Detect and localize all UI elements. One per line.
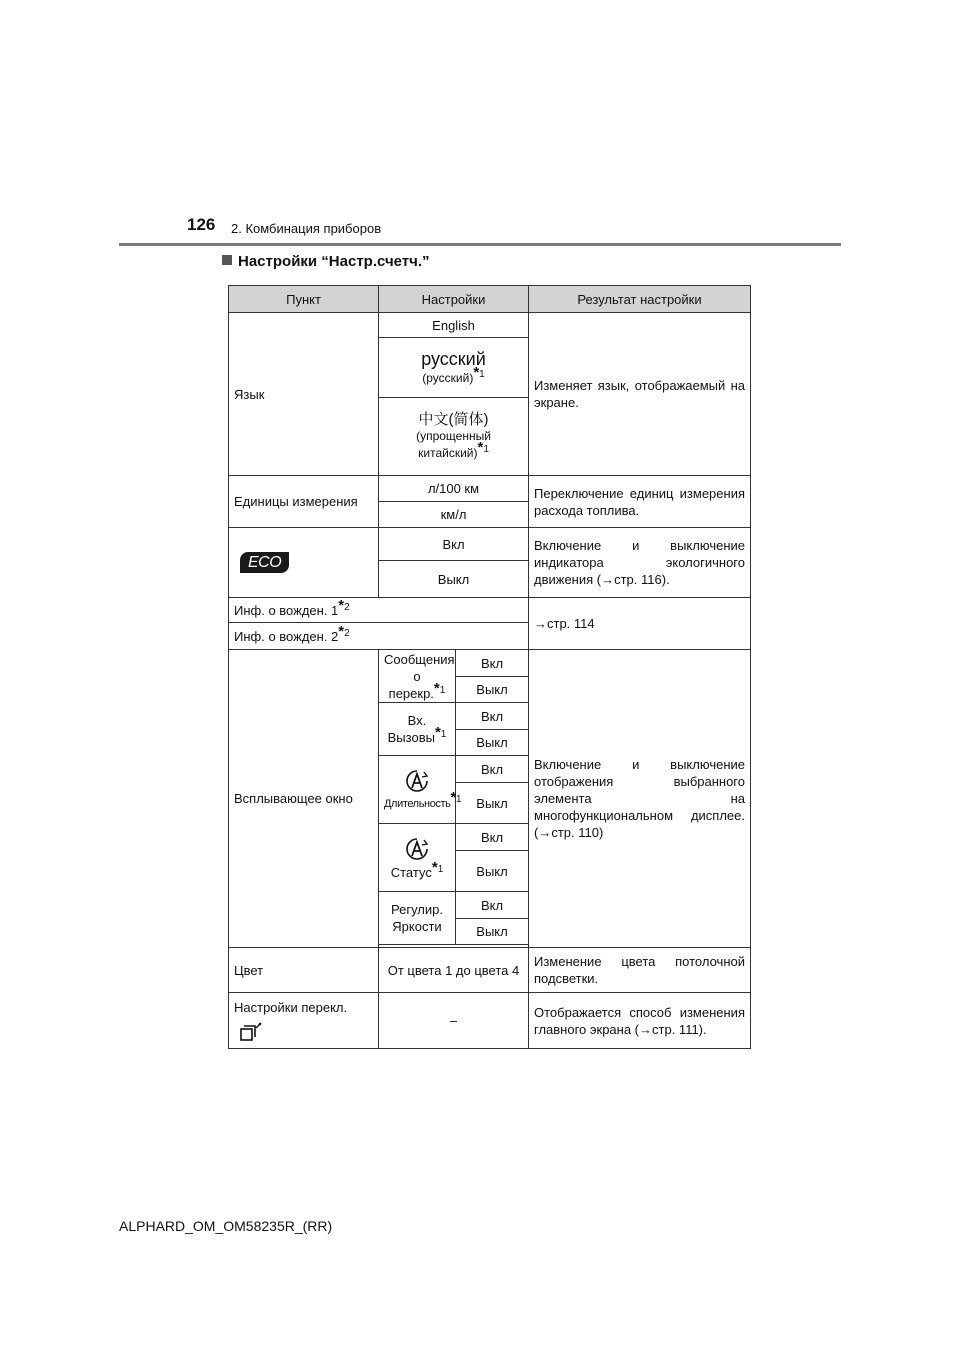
square-bullet-icon [222, 255, 232, 265]
cell-eco-on: Вкл [379, 528, 529, 561]
cell-popup-sub5-on: Вкл [456, 892, 529, 919]
cell-popup-sub1-on: Вкл [456, 650, 529, 677]
cell-popup-sub2-on: Вкл [456, 703, 529, 730]
cell-popup-sub3-off: Выкл [456, 783, 529, 824]
table-row [229, 476, 751, 502]
popup-sub1-line2 [384, 668, 450, 702]
popup-sub5-line1: Регулир. [391, 902, 443, 917]
table-row [229, 598, 751, 623]
switch-item-label: Настройки перекл. [234, 1000, 348, 1015]
footnote-number: 1 [440, 729, 447, 740]
footnote-number: 2 [344, 627, 350, 639]
cell-popup-sub4-on: Вкл [456, 824, 529, 851]
cell-language-russian [379, 338, 529, 398]
star-mark: * [434, 724, 441, 741]
cell-driveinfo-result: →стр. 114 [529, 598, 751, 650]
star-mark: * [473, 364, 480, 381]
eco-icon: ECO [240, 552, 289, 573]
table-row [229, 528, 751, 561]
star-mark: * [433, 679, 440, 697]
cell-switch-setting: – [379, 993, 529, 1049]
cell-color-result: Изменение цвета потолочной подсветки. [529, 948, 751, 993]
cell-language-item: Язык [229, 313, 379, 476]
star-mark: * [450, 789, 456, 806]
footnote-number: 1 [437, 864, 444, 875]
table-row [229, 948, 751, 993]
popup-sub4-line [384, 859, 450, 881]
header-divider [119, 243, 841, 246]
footnote-mark [450, 789, 462, 806]
popup-sub2-line2 [384, 724, 450, 746]
cell-switch-item [229, 993, 379, 1049]
popup-sub5-line2: Яркости [392, 919, 442, 934]
footnote-number: 1 [483, 444, 489, 455]
driveinfo2-label: Инф. о вожден. 2 [234, 628, 339, 644]
cell-popup-sub4 [379, 824, 456, 892]
footnote-mark [433, 679, 446, 697]
chapter-title: 2. Комбинация приборов [231, 221, 382, 236]
footnote-number: 1 [455, 794, 462, 805]
cell-color-item: Цвет [229, 948, 379, 993]
cell-language-chinese [379, 398, 529, 476]
cell-units-item: Единицы измерения [229, 476, 379, 528]
table-row [229, 313, 751, 338]
cell-popup-sub5-off: Выкл [456, 919, 529, 945]
cell-popup-sub2-off: Выкл [456, 730, 529, 756]
header-item: Пункт [229, 286, 379, 313]
russian-sublabel-text: (русский) [422, 371, 474, 385]
cell-language-result: Изменяет язык, отображаемый на экране. [529, 313, 751, 476]
cell-units-result: Переключение единиц измерения расхода топлива. [529, 476, 751, 528]
cell-popup-sub2 [379, 703, 456, 756]
footnote-mark [338, 596, 350, 614]
settings-table [228, 285, 751, 1049]
cell-popup-sub5 [379, 892, 456, 945]
footnote-number: 1 [479, 369, 485, 380]
chinese-sublabel-text: китайский) [418, 446, 478, 460]
footnote-mark [434, 724, 447, 741]
cell-popup-sub1-off: Выкл [456, 677, 529, 703]
cell-driveinfo1 [229, 598, 529, 623]
footnote-mark [431, 859, 444, 876]
table-row [229, 993, 751, 1049]
cell-popup-sub3-on: Вкл [456, 756, 529, 783]
russian-sublabel [384, 364, 523, 387]
chinese-label: 中文(简体) [418, 411, 489, 428]
cell-units-opt2: км/л [379, 502, 529, 528]
cell-color-setting: От цвета 1 до цвета 4 [379, 948, 529, 993]
header-result: Результат настройки [529, 286, 751, 313]
cell-popup-item: Всплывающее окно [229, 650, 379, 948]
cell-popup-result: Включение и выключение отображения выбранного элемента на многофункциональном дисплее. (→стр. 110) [529, 650, 751, 948]
footnote-number: 2 [344, 601, 350, 613]
footnote-mark [477, 439, 489, 456]
cell-popup-sub4-off: Выкл [456, 851, 529, 892]
cell-units-opt1: л/100 км [379, 476, 529, 502]
document-code: ALPHARD_OM_OM58235R_(RR) [119, 1218, 333, 1234]
section-title [222, 253, 430, 270]
star-mark: * [431, 859, 438, 876]
footnote-mark [338, 622, 350, 640]
cell-language-english: English [379, 313, 529, 338]
star-mark: * [338, 622, 345, 640]
popup-sub1-line1: Сообщения [384, 651, 455, 667]
cell-switch-result: Отображается способ изменения главного экрана (→стр. 111). [529, 993, 751, 1049]
popup-sub2-line2-text: Вызовы [387, 730, 435, 745]
table-row [229, 650, 751, 677]
table-header-row [229, 286, 751, 313]
driveinfo1-label: Инф. о вожден. 1 [234, 602, 339, 618]
cell-popup-sub1 [379, 650, 456, 703]
chinese-sublabel-line2 [384, 439, 523, 462]
cell-eco-item [229, 528, 379, 598]
cell-popup-sub3 [379, 756, 462, 824]
cell-driveinfo2 [229, 623, 529, 650]
page-number: 126 [187, 215, 216, 234]
auto-switch-icon [404, 836, 430, 864]
auto-switch-icon [404, 768, 430, 796]
popup-sub3-text: Длительность [384, 798, 451, 810]
star-mark: * [338, 596, 345, 614]
popup-sub4-text: Статус [390, 865, 432, 880]
russian-label: русский [421, 349, 486, 369]
header-settings: Настройки [379, 286, 529, 313]
chinese-sublabel-line1: (упрощенный [416, 429, 491, 443]
star-mark: * [477, 439, 484, 456]
section-title-text: Настройки “Настр.счетч.” [238, 253, 430, 270]
popup-sub2-line1: Вх. [407, 713, 427, 728]
footnote-number: 1 [439, 684, 446, 696]
screen-switch-icon [240, 1022, 262, 1044]
popup-sub3-line [384, 789, 462, 813]
cell-eco-off: Выкл [379, 561, 529, 598]
footnote-mark [473, 364, 485, 381]
cell-eco-result: Включение и выключение индикатора экологичного движения (→стр. 116). [529, 528, 751, 598]
popup-sub1-line2-text: о перекр. [388, 668, 434, 701]
